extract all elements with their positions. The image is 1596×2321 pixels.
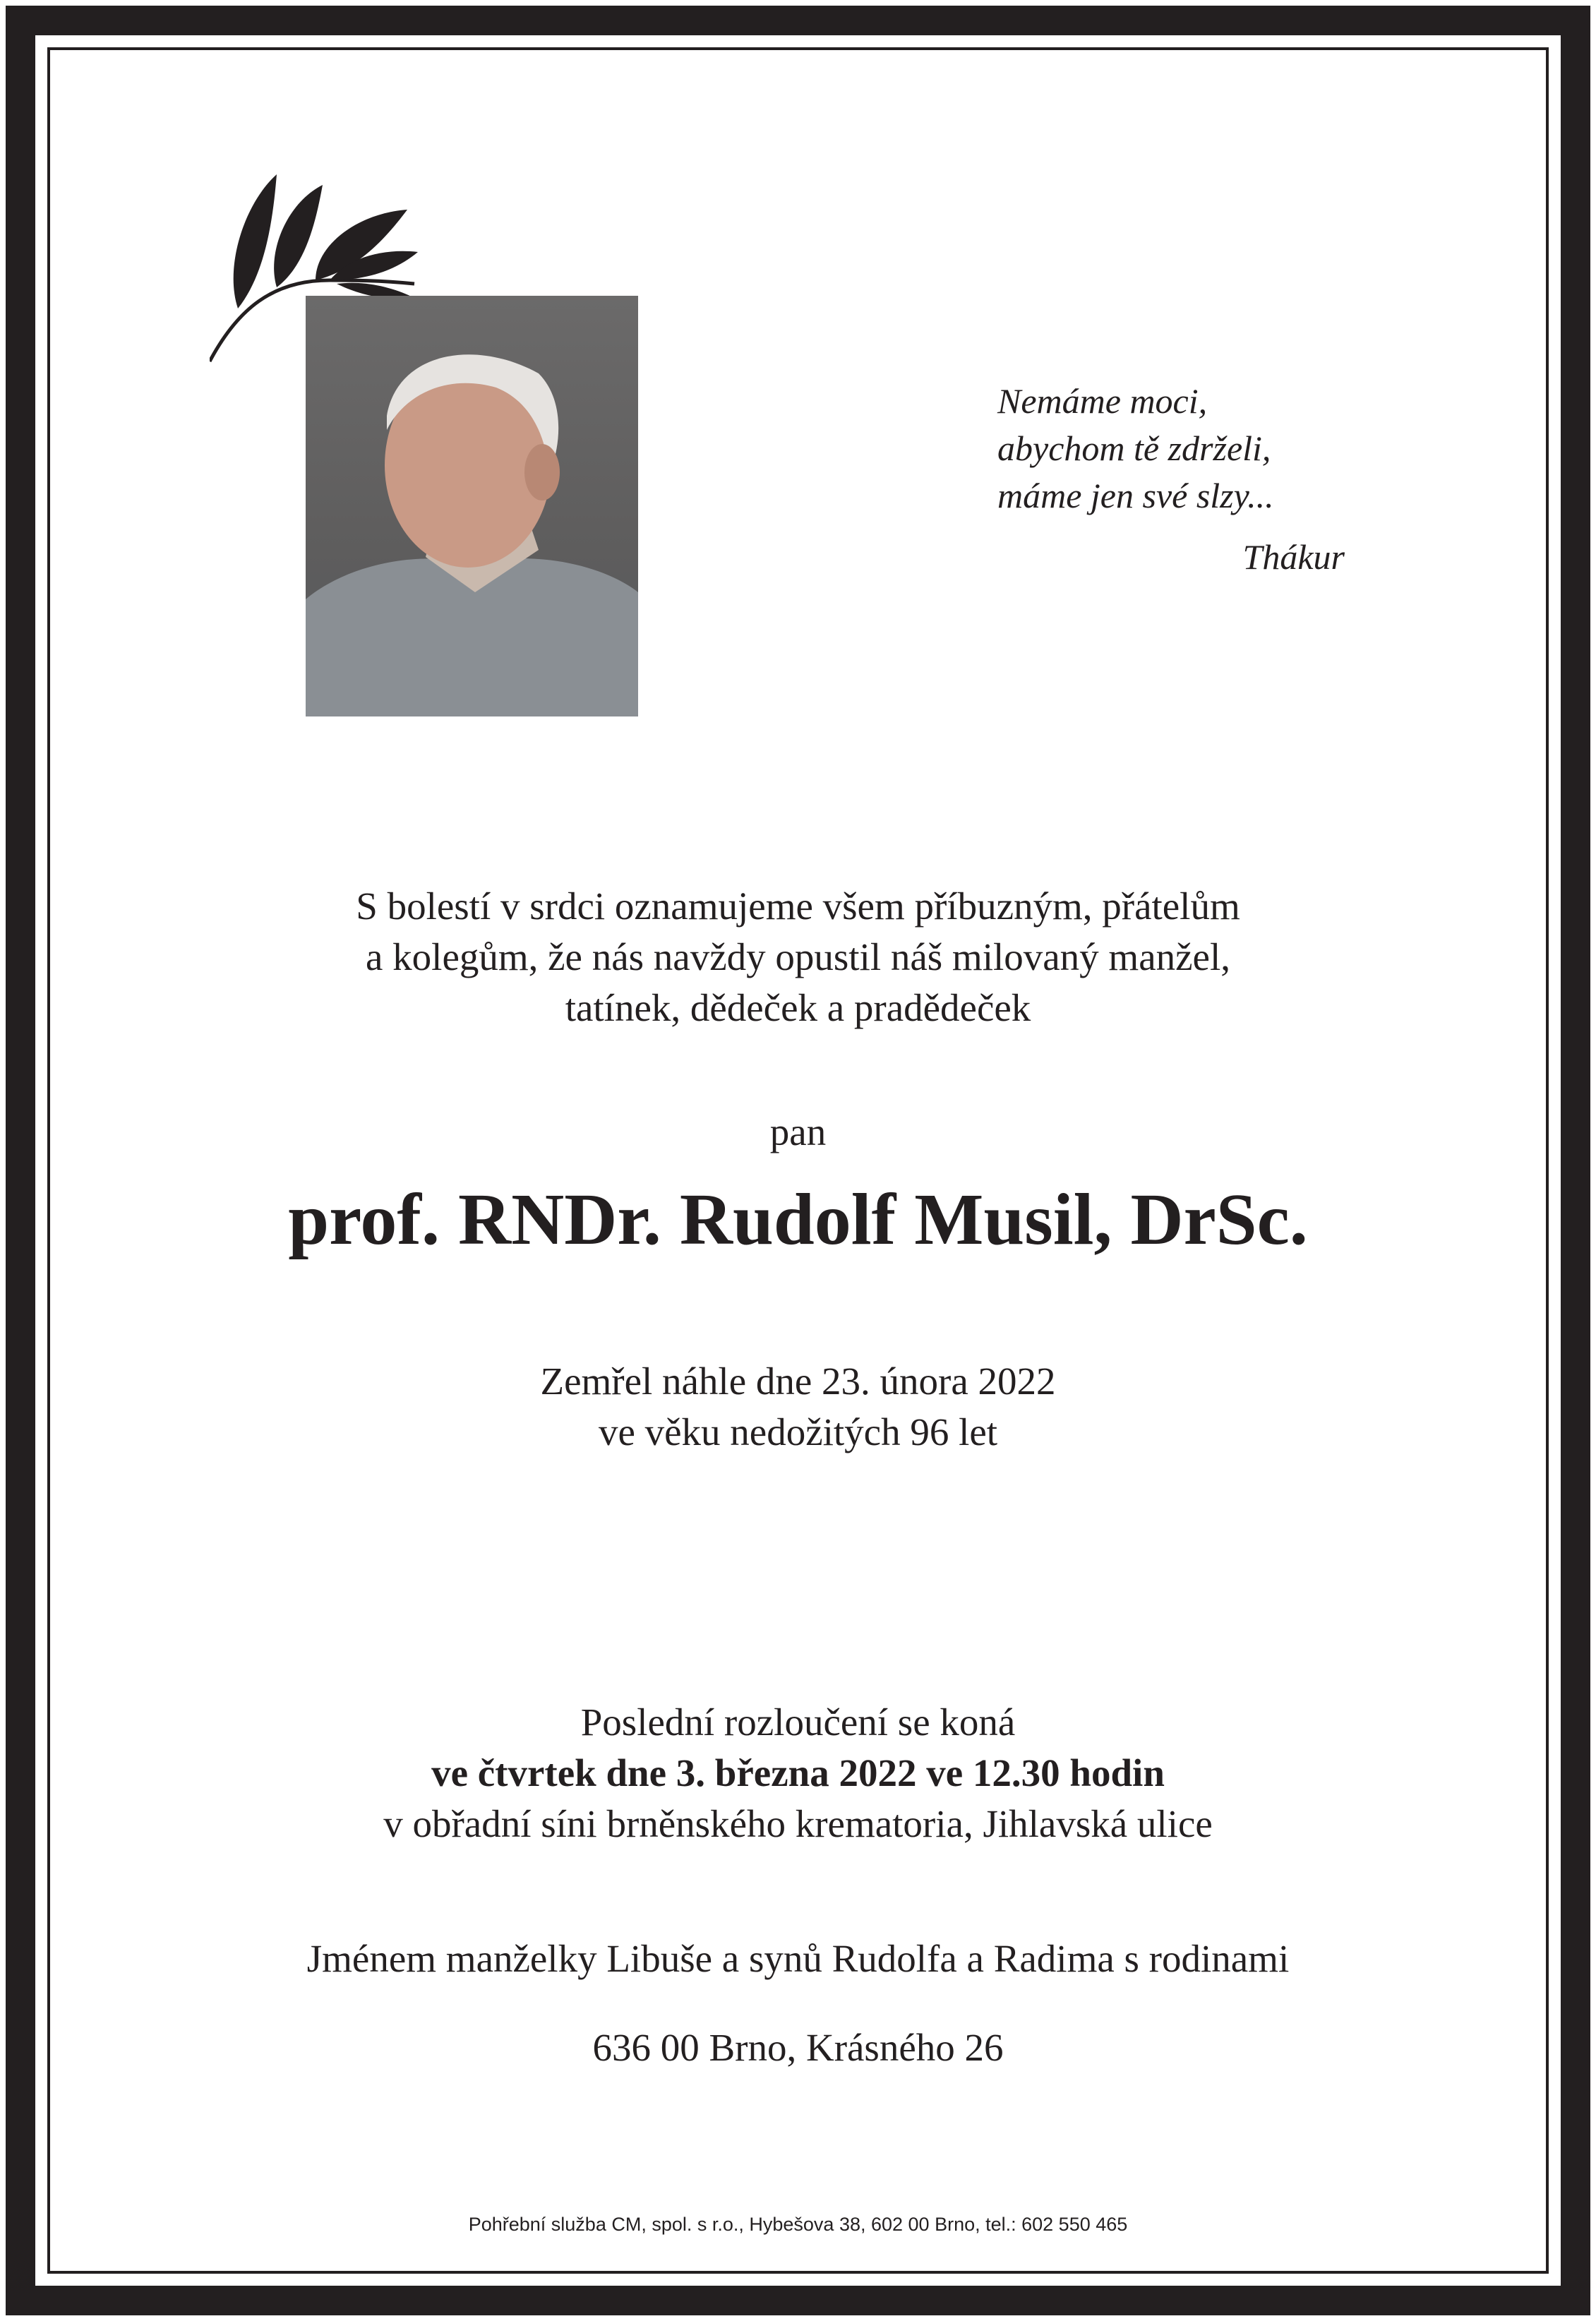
quote-line: abychom tě zdrželi,	[997, 428, 1271, 468]
death-info	[0, 1356, 1596, 1458]
announcement-line: tatínek, dědeček a pradědeček	[565, 986, 1031, 1029]
deceased-name: prof. RNDr. Rudolf Musil, DrSc.	[288, 1179, 1308, 1260]
death-line: Zemřel náhle dne 23. února 2022	[540, 1360, 1056, 1403]
salutation: pan	[769, 1110, 827, 1153]
quote-line: Nemáme moci,	[997, 381, 1208, 421]
farewell-where: v obřadní síni brněnského krematoria, Jihlavská ulice	[383, 1802, 1213, 1845]
portrait-photo	[306, 296, 638, 716]
announcement-text	[0, 881, 1596, 1033]
farewell-when: ve čtvrtek dne 3. března 2022 ve 12.30 hodin	[431, 1751, 1165, 1794]
death-line: ve věku nedožitých 96 let	[598, 1410, 998, 1453]
quote-line: máme jen své slzy...	[997, 476, 1274, 515]
family-address: 636 00 Brno, Krásného 26	[592, 2026, 1004, 2069]
farewell-info	[0, 1697, 1596, 1849]
quote	[997, 378, 1274, 520]
funeral-service-footer: Pohřební služba CM, spol. s r.o., Hybešova 38, 602 00 Brno, tel.: 602 550 465	[468, 2214, 1128, 2235]
quote-author: Thákur	[1242, 537, 1345, 577]
family-signature: Jménem manželky Libuše a synů Rudolfa a Radima s rodinami	[306, 1937, 1290, 1980]
farewell-intro: Poslední rozloučení se koná	[580, 1701, 1016, 1744]
announcement-line: S bolestí v srdci oznamujeme všem příbuzným, přátelům	[356, 884, 1240, 928]
announcement-line: a kolegům, že nás navždy opustil náš milovaný manžel,	[366, 935, 1230, 978]
